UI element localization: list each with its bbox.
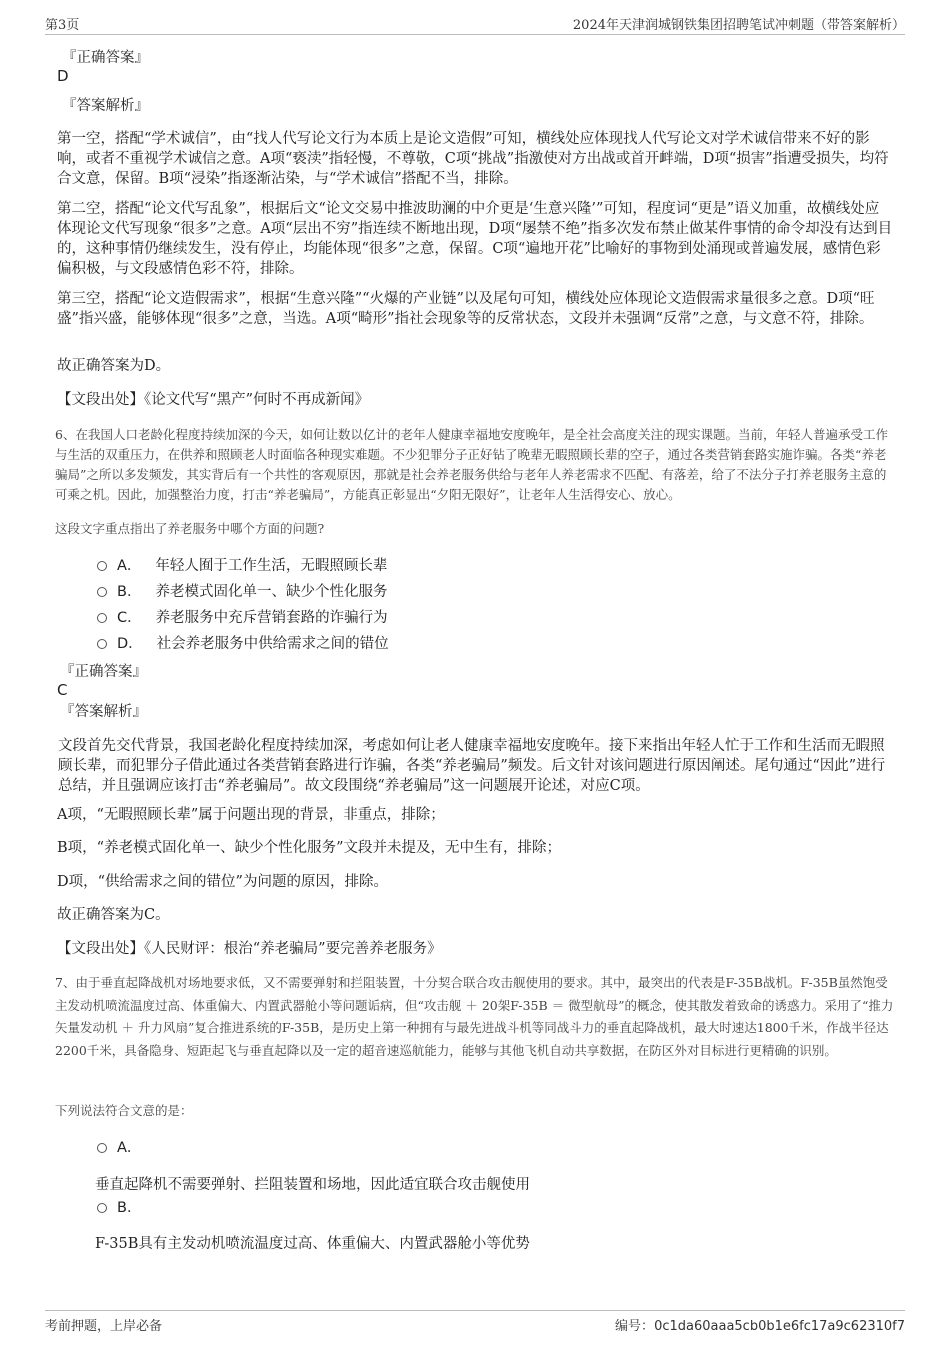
q7-question: 下列说法符合文意的是： [55, 1103, 193, 1118]
q6-stem: 6、在我国人口老龄化程度持续加深的今天，如何让数以亿计的老年人健康幸福地安度晚年，是全社会高度关注的现实课题。当前，年轻人普遍承受工作与生活的双重压力，在供养和照顾老人时面临各种现实难题。不少犯罪分子正好钻了晚辈无暇照顾长辈的空子，通过各类营销套路实施诈骗。各类“养老骗局”之所以多发频发，其实背后有一个共性的客观原因，那就是社会养老服务供给与老年人养老需求不匹配、有落差，给了不法分子打养老服务主意的可乘之机。因此，加强整治力度，打击“养老骗局”，方能真正彰显出“夕阳无限好”，让老年人生活得安心、放心。 [55, 427, 888, 502]
q7-option-b-text: F-35B具有主发动机喷流温度过高、体重偏大、内置武器舱小等优势 [95, 1236, 530, 1252]
q5-conclusion: 故正确答案为D。 [57, 358, 171, 374]
q6-source: 【文段出处】《人民财评：根治“养老骗局”要完善养老服务》 [57, 941, 442, 957]
q6-option-a[interactable]: A． 年轻人囿于工作生活，无暇照顾长辈 [97, 556, 387, 576]
q7-option-a[interactable]: A． [97, 1138, 155, 1158]
radio-icon[interactable] [97, 1203, 107, 1213]
q6-analysis-d: D项，“供给需求之间的错位”为问题的原因，排除。 [57, 874, 388, 890]
q6-option-c[interactable]: C． 养老服务中充斥营销套路的诈骗行为 [97, 608, 388, 628]
radio-icon[interactable] [97, 1143, 107, 1153]
q5-analysis-para-2: 第二空，搭配“论文代写乱象”，根据后文“论文交易中推波助澜的中介更是‘生意兴隆’”可知，程度词“更是”语义加重，故横线处应体现论文代写现象“很多”之意。A项“层出不穷”指连续不断地出现，D项“屡禁不绝”指多次发布禁止做某件事情的命令却没有达到目的，这种事情仍继续发生，没有停止，均能体现“很多”之意，保留。C项“遍地开花”比喻好的事物到处涌现或普遍发展，感情色彩偏积极，与文段感情色彩不符，排除。 [57, 201, 893, 277]
q7-option-a-text: 垂直起降机不需要弹射、拦阻装置和场地，因此适宜联合攻击舰使用 [95, 1177, 530, 1193]
radio-icon[interactable] [97, 613, 107, 623]
radio-icon[interactable] [97, 561, 107, 571]
q6-analysis-b: B项，“养老模式固化单一、缺少个性化服务”文段并未提及，无中生有，排除； [57, 840, 561, 856]
radio-icon[interactable] [97, 587, 107, 597]
q6-analysis-label: 『答案解析』 [60, 704, 147, 720]
radio-icon[interactable] [97, 639, 107, 649]
q7-option-b[interactable]: B． [97, 1198, 155, 1218]
q6-analysis-a: A项，“无暇照顾长辈”属于问题出现的背景，非重点，排除； [57, 807, 445, 823]
q6-option-b[interactable]: B． 养老模式固化单一、缺少个性化服务 [97, 582, 387, 602]
q6-answer-label: 『正确答案』 [60, 664, 147, 680]
q6-answer: C [57, 681, 68, 699]
page-footer [45, 1310, 905, 1336]
page-header [45, 14, 905, 35]
q5-analysis-para-3: 第三空，搭配“论文造假需求”，根据“生意兴隆”“火爆的产业链”以及尾句可知，横线处应体现论文造假需求量很多之意。D项“旺盛”指兴盛，能够体现“很多”之意，当选。A项“畸形”指社会现象等的反常状态，文段并未强调“反常”之意，与文意不符，排除。 [57, 291, 875, 327]
q6-analysis-para-1: 文段首先交代背景，我国老龄化程度持续加深，考虑如何让老人健康幸福地安度晚年。接下来指出年轻人忙于工作和生活而无暇照顾长辈，而犯罪分子借此通过各类营销套路进行诈骗，各类“养老骗局”频发。后文针对该问题进行原因阐述。尾句通过“因此”进行总结，并且强调应该打击“养老骗局”。故文段围绕“养老骗局”这一问题展开论述，对应C项。 [58, 738, 886, 794]
q5-analysis-label: 『答案解析』 [62, 98, 149, 114]
q6-question: 这段文字重点指出了养老服务中哪个方面的问题? [55, 521, 325, 536]
q5-source: 【文段出处】《论文代写“黑产”何时不再成新闻》 [57, 392, 370, 408]
q5-answer: D [57, 67, 69, 85]
q5-answer-label: 『正确答案』 [62, 50, 149, 66]
q6-conclusion: 故正确答案为C。 [57, 907, 170, 923]
page-number: 第3页 [45, 18, 80, 33]
q6-option-d[interactable]: D． 社会养老服务中供给需求之间的错位 [97, 634, 389, 654]
document-title: 2024年天津润城钢铁集团招聘笔试冲刺题（带答案解析） [572, 18, 905, 33]
q5-analysis-para-1: 第一空，搭配“学术诚信”，由“找人代写论文行为本质上是论文造假”可知，横线处应体现找人代写论文对学术诚信带来不好的影响，或者不重视学术诚信之意。A项“亵渎”指轻慢，不尊敬，C项“挑战”指激使对方出战或首开衅端，D项“损害”指遭受损失，均符合文意，保留。B项“浸染”指逐渐沾染，与“学术诚信”搭配不当，排除。 [57, 131, 889, 187]
document-code: 编号：0c1da60aaa5cb0b1e6fc17a9c62310f7 [615, 1319, 905, 1334]
q7-stem: 7、由于垂直起降战机对场地要求低，又不需要弹射和拦阻装置，十分契合联合攻击舰使用的要求。其中，最突出的代表是F-35B战机。F-35B虽然饱受主发动机喷流温度过高、体重偏大、内置武器舱小等问题诟病，但“攻击舰 ＋ 20架F-35B ＝ 微型航母”的概念，使其散发着致命的诱惑力。采用了“推力矢量发动机 ＋ 升力风扇”复合推进系统的F-35B，是历史上第一种拥有与最先进战斗机等同战斗力的垂直起降战机，最大时速达1800千米，作战半径达2200千米，具备隐身、短距起飞与垂直起降以及一定的超音速巡航能力，能够与其他飞机自动共享数据，在防区外对目标进行更精确的识别。 [55, 975, 894, 1058]
footer-slogan: 考前押题，上岸必备 [45, 1319, 163, 1334]
